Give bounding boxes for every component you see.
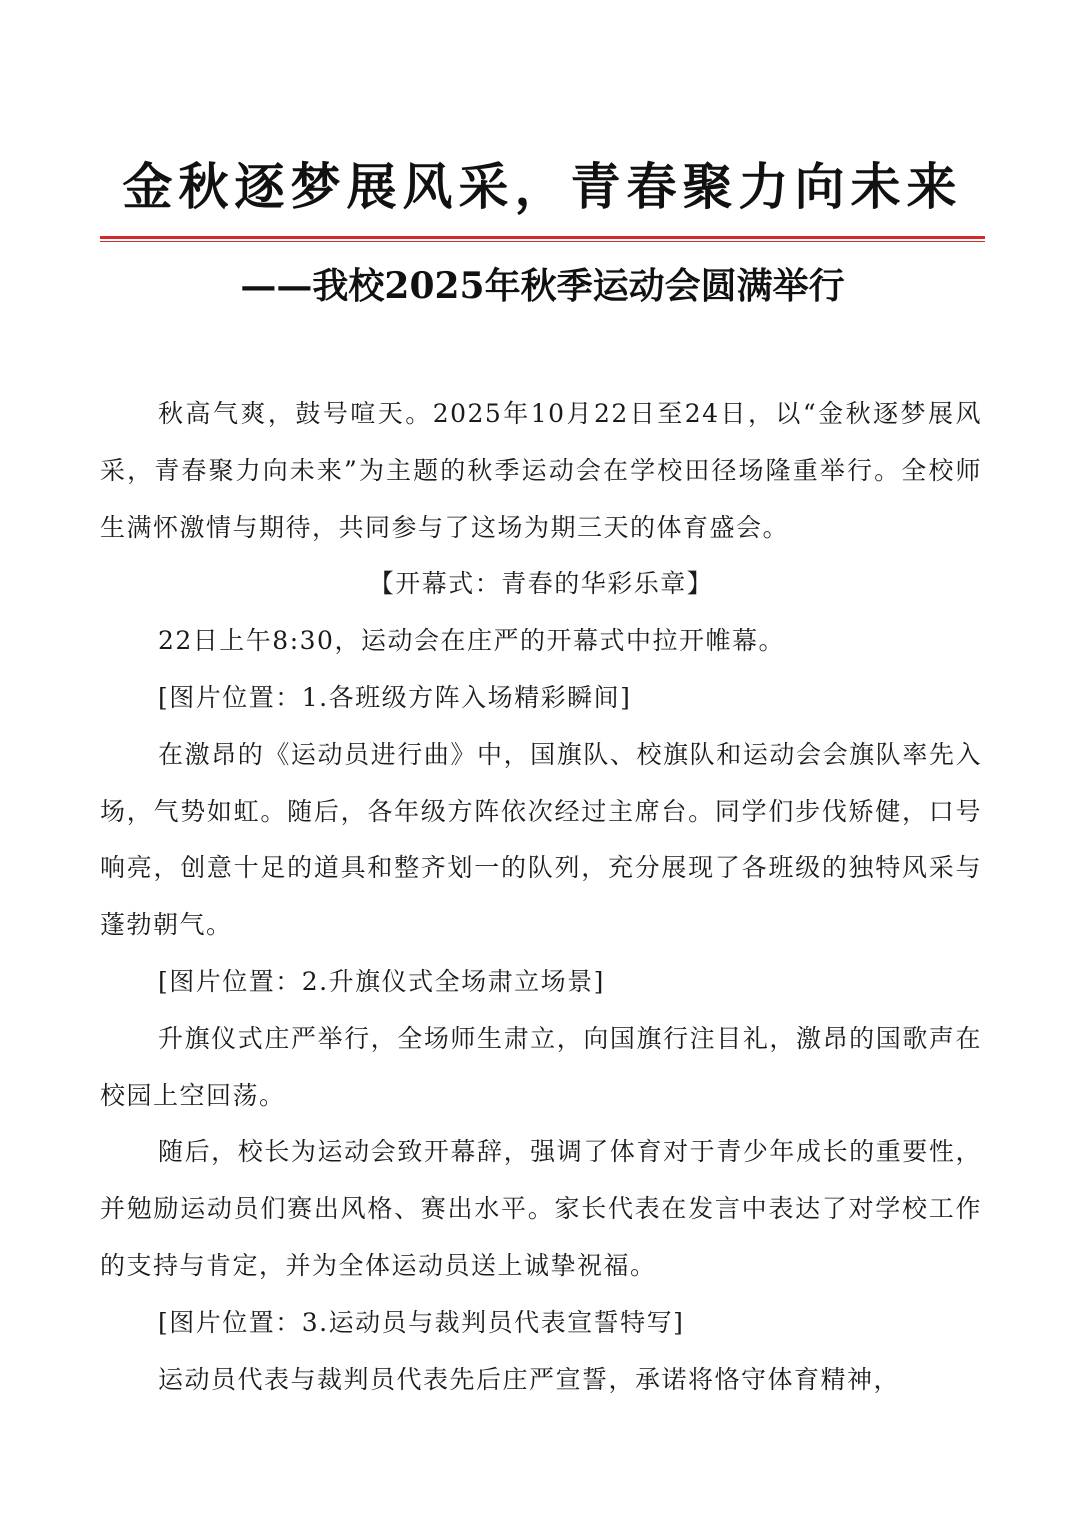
body-paragraph: 随后，校长为运动会致开幕辞，强调了体育对于青少年成长的重要性，并勉励运动员们赛出风格、赛出水平。家长代表在发言中表达了对学校工作的支持与肯定，并为全体运动员送上诚挚祝福。 — [100, 1137, 982, 1280]
image-placeholder-3: [图片位置：3.运动员与裁判员代表宣誓特写] — [158, 1307, 685, 1337]
document-title: 金秋逐梦展风采，青春聚力向未来 — [122, 157, 963, 216]
body-paragraph: 运动员代表与裁判员代表先后庄严宣誓，承诺将恪守体育精神， — [158, 1364, 901, 1394]
body-paragraph: 升旗仪式庄严举行，全场师生肃立，向国旗行注目礼，激昂的国歌声在校园上空回荡。 — [100, 1023, 982, 1110]
document-body — [100, 386, 982, 1408]
image-placeholder-1: [图片位置：1.各班级方阵入场精彩瞬间] — [158, 682, 632, 712]
document-subtitle: ——我校2025年秋季运动会圆满举行 — [240, 265, 845, 307]
body-paragraph-intro: 秋高气爽，鼓号喧天。2025年10月22日至24日，以“金秋逐梦展风采，青春聚力向未来”为主题的秋季运动会在学校田径场隆重举行。全校师生满怀激情与期待，共同参与了这场为期三天的体育盛会。 — [100, 399, 982, 542]
body-paragraph: 22日上午8:30，运动会在庄严的开幕式中拉开帷幕。 — [158, 626, 785, 656]
section-heading-opening: 【开幕式：青春的华彩乐章】 — [368, 569, 714, 599]
image-placeholder-2: [图片位置：2.升旗仪式全场肃立场景] — [158, 966, 605, 996]
body-paragraph: 在激昂的《运动员进行曲》中，国旗队、校旗队和运动会会旗队率先入场，气势如虹。随后，各年级方阵依次经过主席台。同学们步伐矫健，口号响亮，创意十足的道具和整齐划一的队列，充分展现了各班级的独特风采与蓬勃朝气。 — [100, 739, 982, 940]
title-divider-thick — [100, 236, 985, 239]
title-divider-thin — [100, 241, 985, 242]
